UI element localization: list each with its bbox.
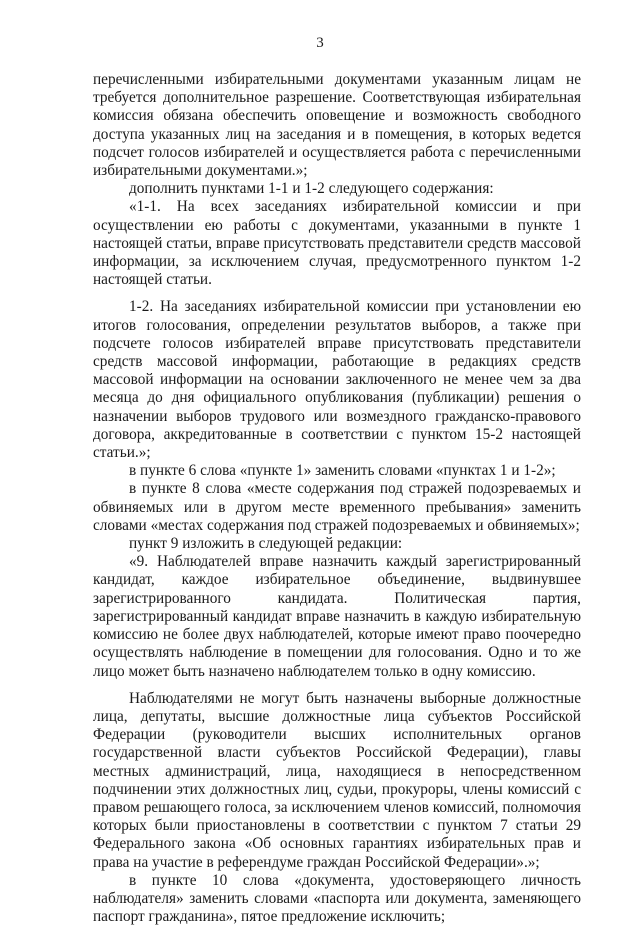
paragraph-amend-point-9: пункт 9 изложить в следующей редакции: bbox=[129, 535, 403, 553]
paragraph-point-9: «9. Наблюдателей вправе назначить каждый зарегистрированный кандидат, каждое избирательное объединение, выдвинувшее зарегистрированного кандидата. Политическая партия, зарегистрированный кандидат вправе назначить в каждую избирательную комиссию не более двух наблюдателей, которые имеют право поочередно осуществлять наблюдение в помещении для голосования. Одно и то же лицо может быть назначено наблюдателем только в одну комиссию. bbox=[93, 553, 581, 680]
paragraph-amend-add-points: дополнить пунктами 1-1 и 1-2 следующего содержания: bbox=[129, 180, 494, 198]
paragraph-point-1-2: 1-2. На заседаниях избирательной комиссии при установлении ею итогов голосования, определении результатов выборов, а также при подсчете голосов избирателей вправе присутствовать представители средств массовой информации, работающие в редакциях средств массовой информации на основании заключенного не менее чем за два месяца до дня официального опубликования (публикации) решения о назначении выборов трудового или возмездного гражданско-правового договора, аккредитованные в соответствии с пунктом 15-2 настоящей статьи.»; bbox=[93, 298, 581, 462]
paragraph-amend-point-6: в пункте 6 слова «пункте 1» заменить словами «пунктах 1 и 1-2»; bbox=[129, 462, 556, 480]
paragraph-observers-restriction: Наблюдателями не могут быть назначены выборные должностные лица, депутаты, высшие должностные лица субъектов Российской Федерации (руководители высших исполнительных органов государственной власти субъектов Российской Федерации), главы местных администраций, лица, находящиеся в непосредственном подчинении этих должностных лиц, судьи, прокуроры, члены комиссий с правом решающего голоса, за исключением членов комиссий, полномочия которых были приостановлены в соответствии с пунктом 7 статьи 29 Федерального закона «Об основных гарантиях избирательных прав и права на участие в референдуме граждан Российской Федерации».»; bbox=[93, 689, 581, 871]
paragraph-point-1-1: «1-1. На всех заседаниях избирательной комиссии и при осуществлении ею работы с документами, указанными в пункте 1 настоящей статьи, вправе присутствовать представители средств массовой информации, за исключением случая, предусмотренного пунктом 1-2 настоящей статьи. bbox=[93, 198, 581, 289]
document-body bbox=[93, 71, 581, 926]
page-number: 3 bbox=[316, 35, 324, 51]
paragraph-amend-point-10: в пункте 10 слова «документа, удостоверяющего личность наблюдателя» заменить словами «паспорта или документа, заменяющего паспорт гражданина», пятое предложение исключить; bbox=[93, 871, 581, 926]
paragraph-continuation: перечисленными избирательными документами указанным лицам не требуется дополнительное разрешение. Соответствующая избирательная комиссия обязана обеспечить оповещение и возможность свободного доступа указанных лиц на заседания и в помещения, в которых ведется подсчет голосов избирателей и осуществляется работа с перечисленными избирательными документами.»; bbox=[93, 71, 581, 180]
paragraph-amend-point-8: в пункте 8 слова «месте содержания под стражей подозреваемых и обвиняемых или в другом месте временного пребывания» заменить словами «местах содержания под стражей подозреваемых и обвиняемых»; bbox=[93, 480, 581, 534]
